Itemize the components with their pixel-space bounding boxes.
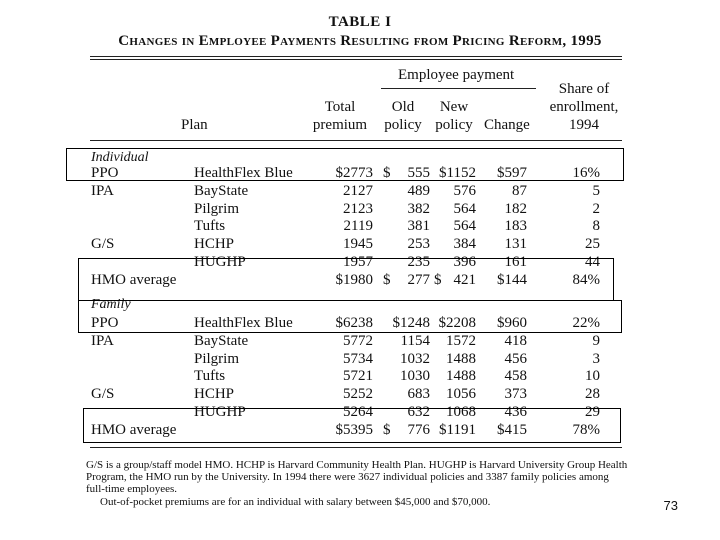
- row-old-policy: 555: [407, 165, 430, 181]
- header-total-line1: Total: [324, 99, 356, 115]
- highlight-box-family-hmo-average: [83, 408, 621, 443]
- header-old-line2: policy: [384, 117, 422, 133]
- header-share: [540, 80, 628, 134]
- header-total-line2: premium: [312, 117, 368, 133]
- row-new-policy: 384: [453, 236, 476, 253]
- row-share: 25: [585, 236, 600, 253]
- header-total-premium: [310, 98, 370, 134]
- row-change: 458: [504, 368, 527, 385]
- row-share: 22%: [572, 315, 600, 331]
- header-old-policy: [380, 98, 426, 134]
- row-plan: Pilgrim: [194, 350, 240, 367]
- row-old-policy: 1154: [400, 332, 430, 349]
- row-new-policy: 396: [453, 254, 476, 270]
- row-change: $597: [497, 165, 527, 181]
- row-plan: HCHP: [194, 386, 235, 403]
- row-group: PPO: [91, 165, 119, 181]
- header-new-policy: [430, 98, 478, 134]
- row-total-premium: 5772: [343, 332, 373, 349]
- header-share-line3: 1994: [569, 117, 599, 133]
- row-old-dollar: $: [383, 421, 391, 438]
- row-new-policy: 1488: [446, 368, 476, 385]
- row-group: HMO average: [91, 271, 177, 288]
- row-new-policy: 421: [453, 271, 476, 288]
- row-new-policy: 564: [453, 218, 476, 235]
- row-plan: Pilgrim: [194, 200, 240, 217]
- row-new-policy: 1572: [446, 332, 476, 349]
- row-total-premium: 1957: [343, 254, 373, 270]
- page-number: 73: [663, 498, 678, 513]
- row-share: 28: [585, 386, 600, 403]
- row-new-policy: 1056: [446, 386, 476, 403]
- top-rule: [90, 56, 622, 57]
- row-new-policy: $1152: [439, 165, 476, 181]
- table-note-1: G/S is a group/staff model HMO. HCHP is Harvard Community Health Plan. HUGHP is Harvard University Group Health Program, the HMO run by the University. In 1994 there were 3627 individual policies and 3387 family policies among full-time employees.: [86, 459, 628, 495]
- row-group: IPA: [91, 332, 114, 349]
- row-total-premium: 2123: [343, 200, 373, 217]
- row-total-premium: 5734: [343, 350, 373, 367]
- row-old-dollar: $: [383, 165, 391, 181]
- row-total-premium: $5395: [335, 421, 373, 438]
- row-old-policy: 1032: [400, 350, 430, 367]
- row-plan: Tufts: [194, 368, 226, 385]
- row-change: $415: [497, 421, 527, 438]
- row-group: G/S: [91, 386, 115, 403]
- table-row: [0, 368, 720, 386]
- row-share: 78%: [572, 421, 600, 438]
- row-old-policy: 683: [407, 386, 430, 403]
- row-change: 373: [504, 386, 527, 403]
- row-total-premium: 1945: [343, 236, 373, 253]
- row-share: 8: [592, 218, 600, 235]
- row-change: 418: [504, 332, 527, 349]
- row-total-premium: $6238: [335, 315, 373, 331]
- top-rule-second: [90, 59, 622, 60]
- row-old-policy: 776: [407, 421, 430, 438]
- row-change: 87: [512, 182, 527, 199]
- header-change: Change: [484, 117, 530, 133]
- section-family: Family: [91, 297, 131, 312]
- row-new-policy: 564: [453, 200, 476, 217]
- table-title: TABLE I: [328, 14, 392, 30]
- row-total-premium: 2119: [343, 218, 373, 235]
- row-old-policy: 489: [407, 182, 430, 199]
- row-new-policy: $1191: [439, 421, 476, 438]
- highlight-box-individual-hmo-average: [78, 258, 614, 301]
- header-new-line2: policy: [435, 117, 473, 133]
- row-share: 16%: [572, 165, 600, 181]
- row-change: $960: [497, 315, 527, 331]
- row-old-policy: 382: [407, 200, 430, 217]
- highlight-box-individual-ppo: [66, 148, 624, 181]
- row-group: PPO: [91, 315, 119, 331]
- row-total-premium: $1980: [335, 271, 373, 288]
- table-row: [0, 218, 720, 236]
- row-plan: HealthFlex Blue: [194, 165, 293, 181]
- table-row: [0, 183, 720, 201]
- row-change: 436: [504, 404, 527, 420]
- highlight-box-family-ppo: [78, 300, 622, 333]
- row-old-dollar: $: [383, 271, 391, 288]
- row-old-policy: 632: [407, 404, 430, 420]
- row-total-premium: 5721: [343, 368, 373, 385]
- row-share: 44: [585, 254, 600, 270]
- table-row: [0, 351, 720, 369]
- row-old-policy: $1248: [392, 315, 430, 331]
- row-group: G/S: [91, 236, 115, 253]
- header-new-line1: New: [439, 99, 469, 115]
- row-plan: HUGHP: [194, 404, 246, 420]
- row-plan: BayState: [194, 182, 249, 199]
- row-old-policy: 277: [407, 271, 430, 288]
- table-row: [0, 201, 720, 219]
- row-change: 183: [504, 218, 527, 235]
- row-total-premium: 2127: [343, 182, 373, 199]
- row-new-policy: 1068: [446, 404, 476, 420]
- row-change: $144: [497, 271, 527, 288]
- row-change: 182: [504, 200, 527, 217]
- row-total-premium: $2773: [335, 165, 373, 181]
- row-old-policy: 235: [407, 254, 430, 270]
- row-old-policy: 253: [407, 236, 430, 253]
- row-total-premium: 5264: [343, 404, 373, 420]
- row-share: 84%: [572, 271, 600, 288]
- row-total-premium: 5252: [343, 386, 373, 403]
- row-group: IPA: [91, 182, 114, 199]
- row-plan: BayState: [194, 332, 249, 349]
- header-plan: Plan: [181, 117, 208, 133]
- header-share-line2: enrollment,: [549, 99, 619, 115]
- table-row: [0, 236, 720, 254]
- row-change: 161: [504, 254, 527, 270]
- row-share: 29: [585, 404, 600, 420]
- row-new-policy: $2208: [438, 315, 476, 331]
- row-old-policy: 1030: [400, 368, 430, 385]
- row-new-dollar: $: [434, 271, 442, 288]
- row-plan: HealthFlex Blue: [194, 315, 293, 331]
- row-plan: Tufts: [194, 218, 226, 235]
- row-plan: HUGHP: [194, 254, 246, 270]
- row-change: 456: [504, 350, 527, 367]
- row-plan: HCHP: [194, 236, 235, 253]
- row-group: HMO average: [91, 421, 177, 438]
- table-row: [0, 386, 720, 404]
- table-subtitle: Changes in Employee Payments Resulting from Pricing Reform, 1995: [118, 33, 602, 49]
- row-share: 5: [592, 182, 600, 199]
- table-note-2: Out-of-pocket premiums are for an individual with salary between $45,000 and $70,000.: [100, 496, 491, 508]
- table-row: [0, 333, 720, 351]
- header-rule: [90, 140, 622, 141]
- row-share: 3: [592, 350, 600, 367]
- section-individual: Individual: [91, 150, 149, 165]
- row-share: 9: [592, 332, 600, 349]
- bottom-rule: [90, 447, 622, 448]
- row-share: 2: [592, 200, 600, 217]
- employee-payment-underline: [381, 88, 536, 89]
- header-share-line1: Share of: [558, 81, 610, 97]
- row-share: 10: [585, 368, 600, 385]
- row-change: 131: [504, 236, 527, 253]
- row-old-policy: 381: [407, 218, 430, 235]
- row-new-policy: 576: [453, 182, 476, 199]
- header-employee-payment: Employee payment: [398, 67, 515, 83]
- header-old-line1: Old: [391, 99, 415, 115]
- row-new-policy: 1488: [446, 350, 476, 367]
